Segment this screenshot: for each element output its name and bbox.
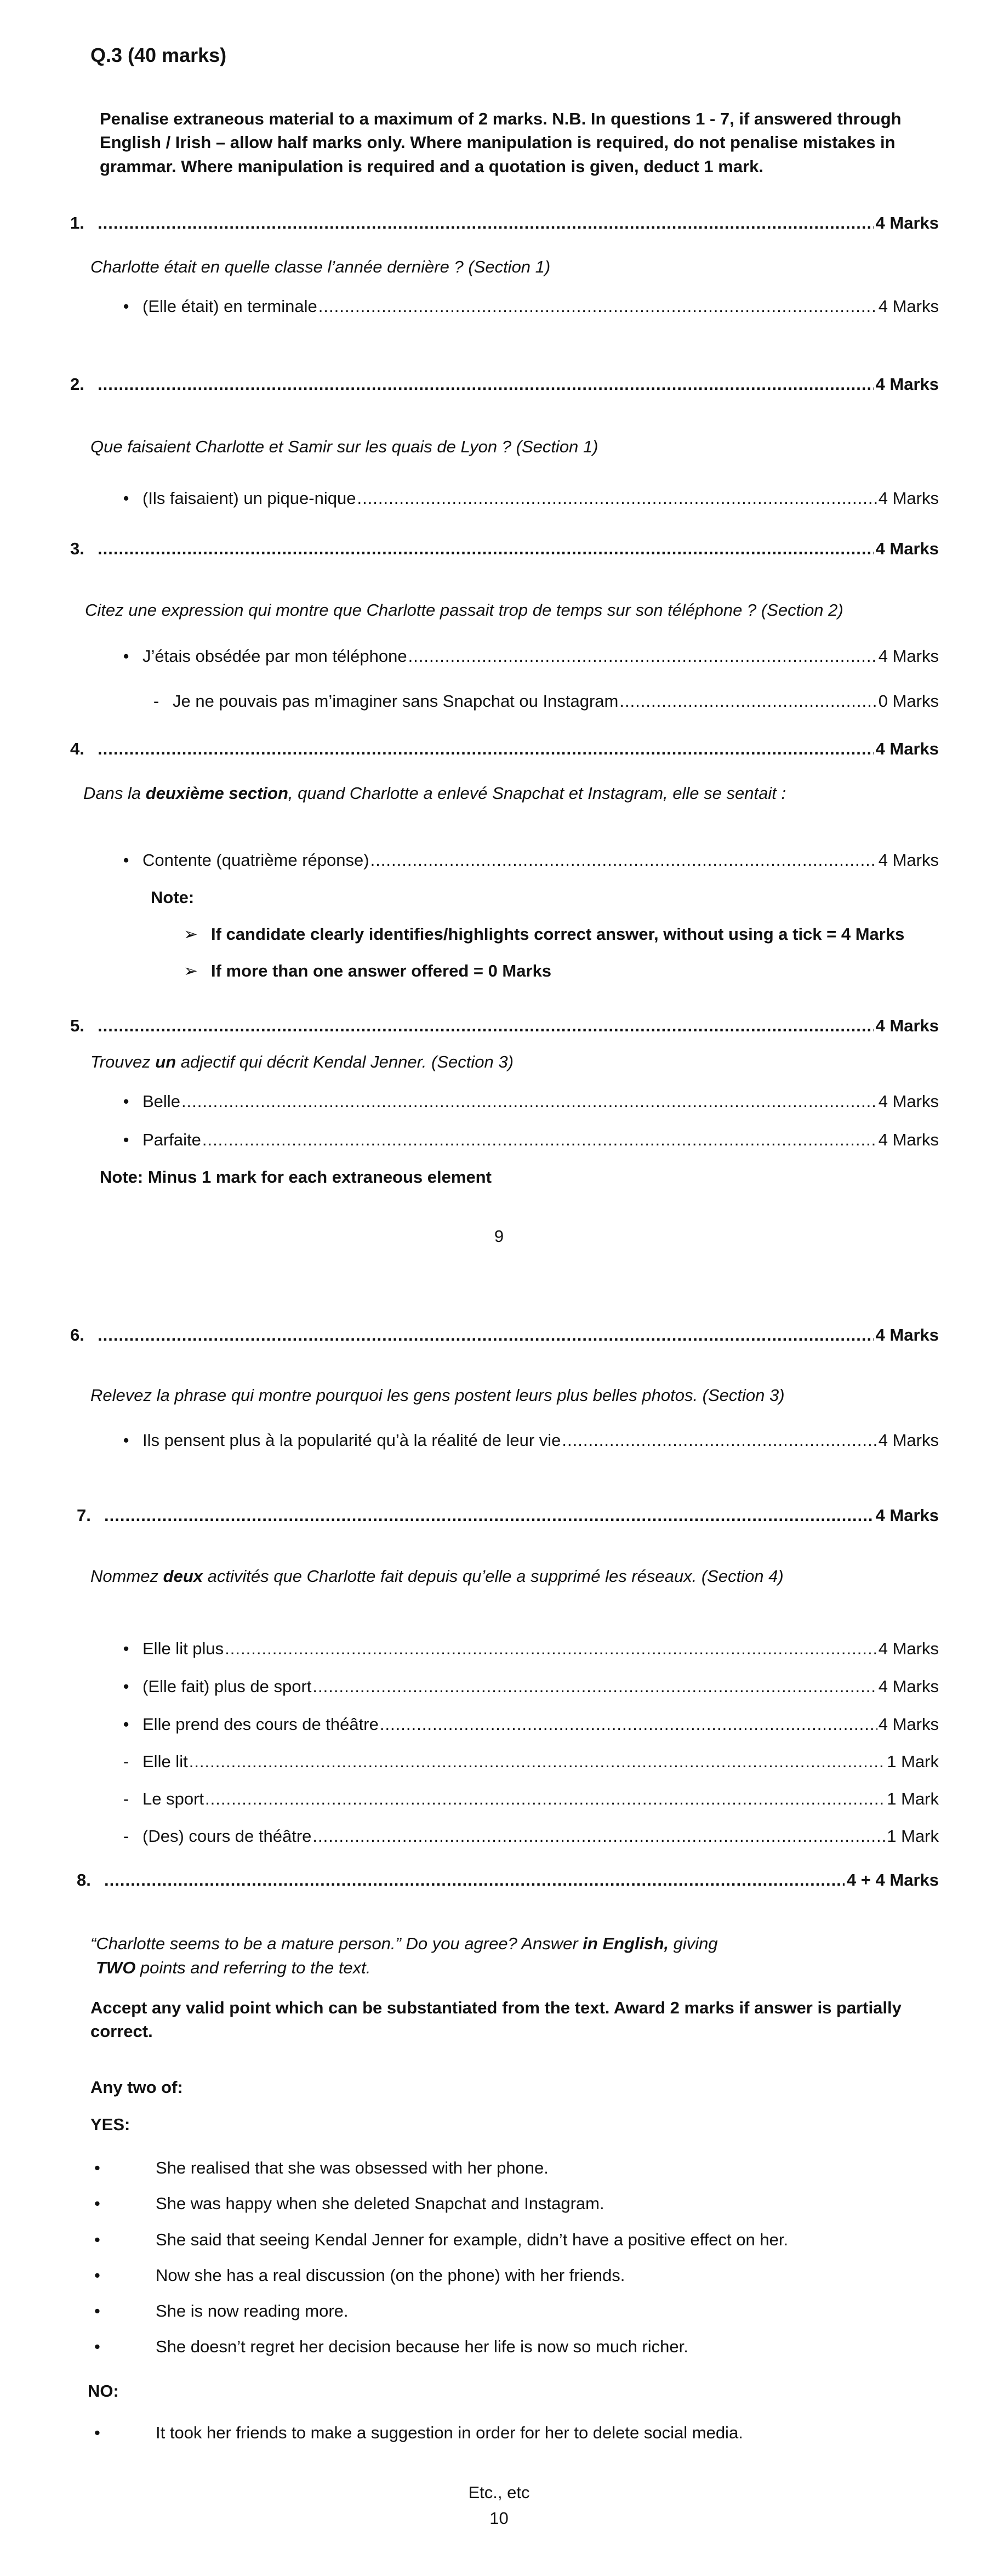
bullet-icon: • [94, 2158, 100, 2177]
answer-row [110, 1751, 939, 1773]
dot-leader [98, 213, 874, 234]
answer-marks: 4 Marks [878, 1431, 939, 1450]
answer-marks: 0 Marks [878, 691, 939, 711]
bullet-icon: • [94, 2230, 100, 2249]
bullet-icon: • [94, 2266, 100, 2285]
answer-row [110, 1130, 939, 1151]
bullet-icon: • [123, 1130, 129, 1149]
question-5-line [70, 1015, 939, 1037]
answer-text: Contente (quatrième réponse) [142, 850, 369, 870]
question-emphasis: un [155, 1052, 176, 1071]
answer-text: Ils pensent plus à la popularité qu’à la réalité de leur vie [142, 1431, 561, 1450]
question-7-text [90, 1566, 784, 1587]
bullet-icon: • [123, 1639, 129, 1658]
question-marks: 4 Marks [875, 739, 939, 758]
note-item [184, 961, 551, 982]
question-text-part: adjectif qui décrit Kendal Jenner. (Section 3) [176, 1052, 514, 1071]
yes-point [94, 2265, 625, 2286]
question-number: 7. [77, 1506, 91, 1525]
answer-row [110, 1638, 939, 1660]
point-text: She was happy when she deleted Snapchat and Instagram. [156, 2194, 604, 2213]
yes-point [94, 2336, 688, 2358]
dot-leader [189, 1751, 886, 1773]
dash-icon: - [123, 1826, 129, 1846]
dash-icon: - [123, 1752, 129, 1771]
question-3-line [70, 538, 939, 560]
q5-note: Note: Minus 1 mark for each extraneous element [100, 1167, 492, 1187]
answer-row [110, 1091, 939, 1113]
dot-leader [380, 1714, 877, 1735]
no-label: NO: [88, 2381, 119, 2401]
question-2-text: Que faisaient Charlotte et Samir sur les quais de Lyon ? (Section 1) [90, 437, 598, 456]
arrow-icon: ➢ [184, 961, 198, 980]
question-number: 4. [70, 739, 84, 758]
note-item [184, 924, 904, 945]
question-text-part: activités que Charlotte fait depuis qu’elle a supprimé les réseaux. (Section 4) [203, 1567, 784, 1586]
answer-row [110, 646, 939, 667]
point-text: She doesn’t regret her decision because her life is now so much richer. [156, 2337, 688, 2356]
bullet-icon: • [123, 489, 129, 508]
answer-marks: 4 Marks [878, 1677, 939, 1696]
bullet-icon: • [123, 1431, 129, 1450]
answer-marks: 4 Marks [878, 646, 939, 666]
dot-leader [408, 646, 877, 667]
dot-leader [619, 691, 877, 712]
question-marks: 4 Marks [875, 213, 939, 232]
dot-leader [312, 1826, 886, 1847]
no-point [94, 2422, 743, 2444]
section-title: Q.3 (40 marks) [90, 44, 227, 66]
question-number: 5. [70, 1016, 84, 1035]
question-number: 3. [70, 539, 84, 558]
dot-leader [181, 1091, 877, 1113]
bullet-icon: • [123, 1092, 129, 1111]
question-8-line [77, 1870, 939, 1891]
answer-marks: 4 Marks [878, 297, 939, 316]
answer-marks: 1 Mark [887, 1752, 939, 1771]
question-number: 6. [70, 1325, 84, 1344]
answer-row [110, 488, 939, 509]
question-1-text: Charlotte était en quelle classe l’année dernière ? (Section 1) [90, 257, 551, 276]
etc-text: Etc., etc [468, 2483, 530, 2502]
question-4-text [83, 783, 786, 804]
question-8-text-line-2 [96, 1957, 370, 1979]
bullet-icon: • [94, 2423, 100, 2442]
arrow-icon: ➢ [184, 924, 198, 944]
note-text: If more than one answer offered = 0 Marks [211, 961, 552, 980]
bullet-icon: • [123, 646, 129, 666]
any-two-label: Any two of: [90, 2078, 183, 2097]
dot-leader [370, 850, 877, 871]
question-number: 8. [77, 1870, 91, 1890]
bullet-icon: • [94, 2194, 100, 2213]
dot-leader [357, 488, 877, 509]
dot-leader [98, 739, 874, 760]
question-3-text: Citez une expression qui montre que Charlotte passait trop de temps sur son téléphone ? (Section 2) [85, 600, 843, 620]
bullet-icon: • [94, 2301, 100, 2320]
question-emphasis: deux [163, 1567, 203, 1586]
question-emphasis: TWO [96, 1958, 136, 1977]
question-number: 2. [70, 375, 84, 394]
question-1-line [70, 213, 939, 234]
question-5-text [90, 1052, 514, 1073]
answer-text: (Ils faisaient) un pique-nique [142, 489, 356, 508]
dot-leader [104, 1505, 874, 1527]
yes-label: YES: [90, 2115, 130, 2134]
answer-row [110, 850, 939, 871]
yes-point [94, 2229, 788, 2251]
answer-row [110, 1714, 939, 1735]
point-text: She is now reading more. [156, 2301, 349, 2320]
point-text: It took her friends to make a suggestion in order for her to delete social media. [156, 2423, 743, 2442]
answer-text: Belle [142, 1092, 180, 1111]
answer-row [110, 296, 939, 317]
answer-row [110, 1789, 939, 1810]
answer-text: Le sport [142, 1789, 204, 1808]
question-marks: 4 Marks [875, 539, 939, 558]
dot-leader [98, 1015, 874, 1037]
answer-marks: 4 Marks [878, 1130, 939, 1149]
question-text-part: , quand Charlotte a enlevé Snapchat et Instagram, elle se sentait : [288, 784, 786, 803]
answer-text: (Elle fait) plus de sport [142, 1677, 312, 1696]
answer-text: J’étais obsédée par mon téléphone [142, 646, 407, 666]
question-number: 1. [70, 213, 84, 232]
answer-marks: 1 Mark [887, 1826, 939, 1846]
answer-text: (Des) cours de théâtre [142, 1826, 312, 1846]
dot-leader [98, 1325, 874, 1346]
question-text-part: Nommez [90, 1567, 163, 1586]
note-text: If candidate clearly identifies/highlights correct answer, without using a tick = 4 Marks [211, 924, 905, 944]
point-text: Now she has a real discussion (on the phone) with her friends. [156, 2266, 625, 2285]
answer-text: Elle lit [142, 1752, 188, 1771]
answer-text: Je ne pouvais pas m’imaginer sans Snapchat ou Instagram [173, 691, 619, 711]
yes-point [94, 2193, 604, 2215]
dot-leader [202, 1130, 877, 1151]
dot-leader [318, 296, 877, 317]
dot-leader [225, 1638, 877, 1660]
yes-point [94, 2158, 549, 2179]
question-text-part: points and referring to the text. [135, 1958, 371, 1977]
answer-text: Parfaite [142, 1130, 201, 1149]
question-marks: 4 Marks [875, 1506, 939, 1525]
bullet-icon: • [94, 2337, 100, 2356]
page-number: 9 [494, 1227, 504, 1246]
answer-marks: 4 Marks [878, 850, 939, 870]
question-text-part: giving [669, 1934, 718, 1953]
page-number: 10 [489, 2509, 509, 2528]
question-marks: 4 Marks [875, 1016, 939, 1035]
answer-row [110, 1826, 939, 1847]
question-4-line [70, 739, 939, 760]
question-marks: 4 + 4 Marks [846, 1870, 939, 1890]
answer-text: (Elle était) en terminale [142, 297, 317, 316]
dot-leader [312, 1676, 877, 1698]
question-6-line [70, 1325, 939, 1346]
question-emphasis: in English, [583, 1934, 669, 1953]
question-2-line [70, 374, 939, 395]
point-text: She said that seeing Kendal Jenner for example, didn’t have a positive effect on her. [156, 2230, 789, 2249]
question-marks: 4 Marks [875, 375, 939, 394]
answer-row [110, 1676, 939, 1698]
question-6-text: Relevez la phrase qui montre pourquoi les gens postent leurs plus belles photos. (Section 3) [90, 1386, 785, 1405]
answer-marks: 4 Marks [878, 1092, 939, 1111]
bullet-icon: • [123, 850, 129, 870]
dash-icon: - [123, 1789, 129, 1808]
accept-instruction: Accept any valid point which can be substantiated from the text. Award 2 marks if answer is partially correct. [90, 1998, 902, 2041]
answer-row [140, 691, 939, 712]
question-text-part: “Charlotte seems to be a mature person.” Do you agree? Answer [90, 1934, 583, 1953]
marking-instructions: Penalise extraneous material to a maximum of 2 marks. N.B. In questions 1 - 7, if answered through English / Irish – allow half marks only. Where manipulation is required, do not penalise mistakes in grammar. Where manipulation is required and a quotation is given, deduct 1 mark. [100, 109, 902, 176]
answer-text: Elle lit plus [142, 1639, 224, 1658]
answer-row [110, 1430, 939, 1451]
question-marks: 4 Marks [875, 1325, 939, 1344]
answer-marks: 4 Marks [878, 1639, 939, 1658]
question-text-part: Trouvez [90, 1052, 156, 1071]
bullet-icon: • [123, 297, 129, 316]
question-text-part: Dans la [83, 784, 146, 803]
note-label: Note: [151, 888, 195, 907]
question-7-line [77, 1505, 939, 1527]
answer-text: Elle prend des cours de théâtre [142, 1715, 379, 1734]
question-emphasis: deuxième section [145, 784, 288, 803]
answer-marks: 1 Mark [887, 1789, 939, 1808]
dash-icon: - [153, 691, 159, 711]
question-8-text-line-1 [90, 1933, 718, 1955]
dot-leader [98, 538, 874, 560]
answer-marks: 4 Marks [878, 1715, 939, 1734]
dot-leader [104, 1870, 845, 1891]
dot-leader [562, 1430, 877, 1451]
dot-leader [98, 374, 874, 395]
bullet-icon: • [123, 1677, 129, 1696]
answer-marks: 4 Marks [878, 489, 939, 508]
yes-point [94, 2301, 349, 2322]
dot-leader [205, 1789, 886, 1810]
bullet-icon: • [123, 1715, 129, 1734]
point-text: She realised that she was obsessed with her phone. [156, 2158, 549, 2177]
